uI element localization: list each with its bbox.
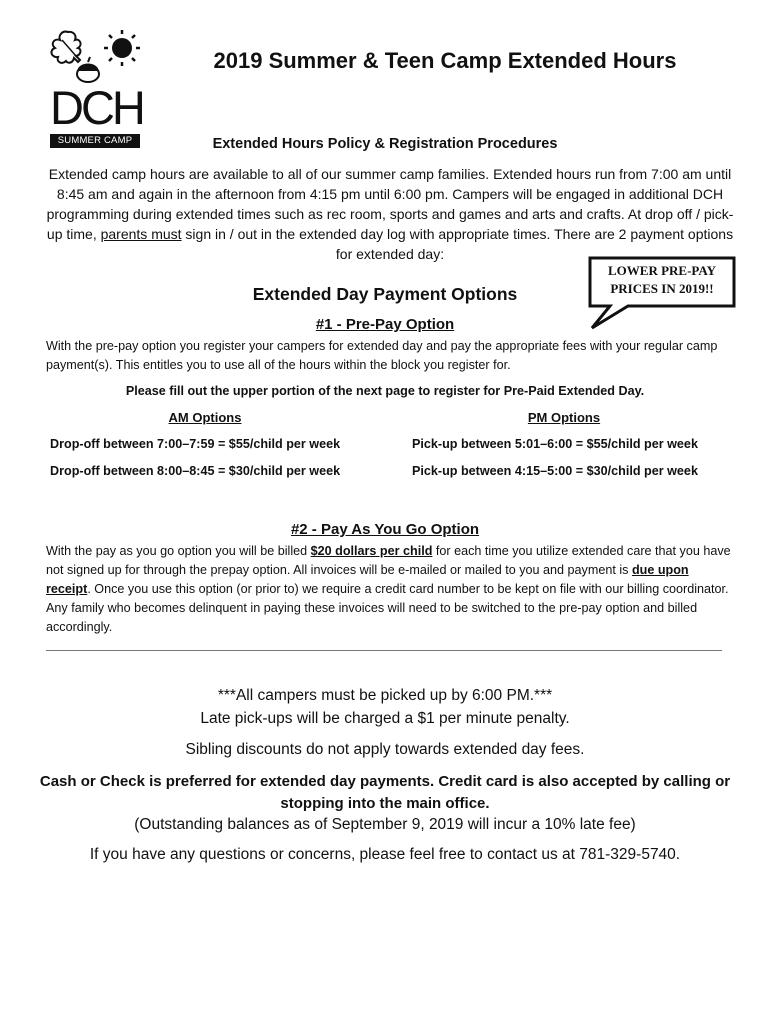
dch-summer-camp-logo [46,28,142,150]
option1-heading: #1 - Pre-Pay Option [315,316,455,333]
option2-text-2: for each time you utilize extended care that you have not signed up for through the prepay option. All invoices will be e-mailed or mailed to you and payment is [46,544,731,577]
payment-options-heading: Extended Day Payment Options [252,284,518,304]
pm-option-early: Pick-up between 4:15–5:00 = $30/child per week [412,464,698,478]
registration-note: Please fill out the upper portion of the next page to register for Pre-Paid Extended Day. [125,384,645,398]
option2-heading: #2 - Pay As You Go Option [290,521,480,538]
option2-text-3: . Once you use this option (or prior to) we require a credit card number to be kept on file with our billing coordinator. Any family who becomes delinquent in paying these invoices will need to be switched to the pre-pay option and billed accordingly. [46,582,729,634]
callout-line-2: PRICES IN 2019!! [610,281,714,296]
option2-text-1: With the pay as you go option you will be billed [46,544,311,558]
prepay-callout [588,256,738,322]
intro-underlined: parents must [100,226,182,242]
option2-due: due upon receipt [46,563,689,596]
payment-methods-note: Cash or Check is preferred for extended day payments. Credit card is also accepted by calling or stopping into the main office. [39,773,731,812]
pm-option-late: Pick-up between 5:01–6:00 = $55/child per week [412,437,698,451]
am-option-early: Drop-off between 7:00–7:59 = $55/child per week [50,437,341,451]
late-fee-note: (Outstanding balances as of September 9, 2019 will incur a 10% late fee) [134,816,636,833]
logo-wordmark: DCH [50,81,143,134]
option2-description [46,542,736,637]
logo-subtitle: SUMMER CAMP [50,134,140,148]
callout-text [588,262,736,298]
intro-text-1: Extended camp hours are available to all of our summer camp families. Extended hours run from 7:00 am until 8:45 am and again in the afternoon from 4:15 pm until 6:00 pm. Campers will be engaged in additional DCH programming during extended times such as rec room, sports and games and arts and crafts. At drop off / pick-up time, [46,166,734,242]
am-options-heading: AM Options [168,410,242,425]
intro-paragraph [40,164,740,264]
option2-fee: $20 dollars per child [310,544,433,558]
callout-line-1: LOWER PRE-PAY [608,263,716,278]
intro-text-2: sign in / out in the extended day log with appropriate times. There are 2 payment options for extended day: [181,226,734,262]
pm-options-heading: PM Options [527,410,601,425]
am-option-late: Drop-off between 8:00–8:45 = $30/child per week [50,464,341,478]
pickup-deadline: ***All campers must be picked up by 6:00 PM.*** [217,687,553,704]
page-title: 2019 Summer & Teen Camp Extended Hours [213,48,677,73]
sibling-discount-note: Sibling discounts do not apply towards extended day fees. [185,741,585,758]
contact-info: If you have any questions or concerns, please feel free to contact us at 781-329-5740. [89,846,681,863]
divider [46,650,722,651]
late-penalty: Late pick-ups will be charged a $1 per minute penalty. [200,710,570,727]
oak-leaf-acorn-sun-icon [46,28,142,84]
option1-description: With the pre-pay option you register your campers for extended day and pay the appropriate fees with your regular camp payment(s). This entitles you to use all of the hours within the block you register for. [46,339,718,372]
policy-subtitle: Extended Hours Policy & Registration Procedures [212,136,558,152]
